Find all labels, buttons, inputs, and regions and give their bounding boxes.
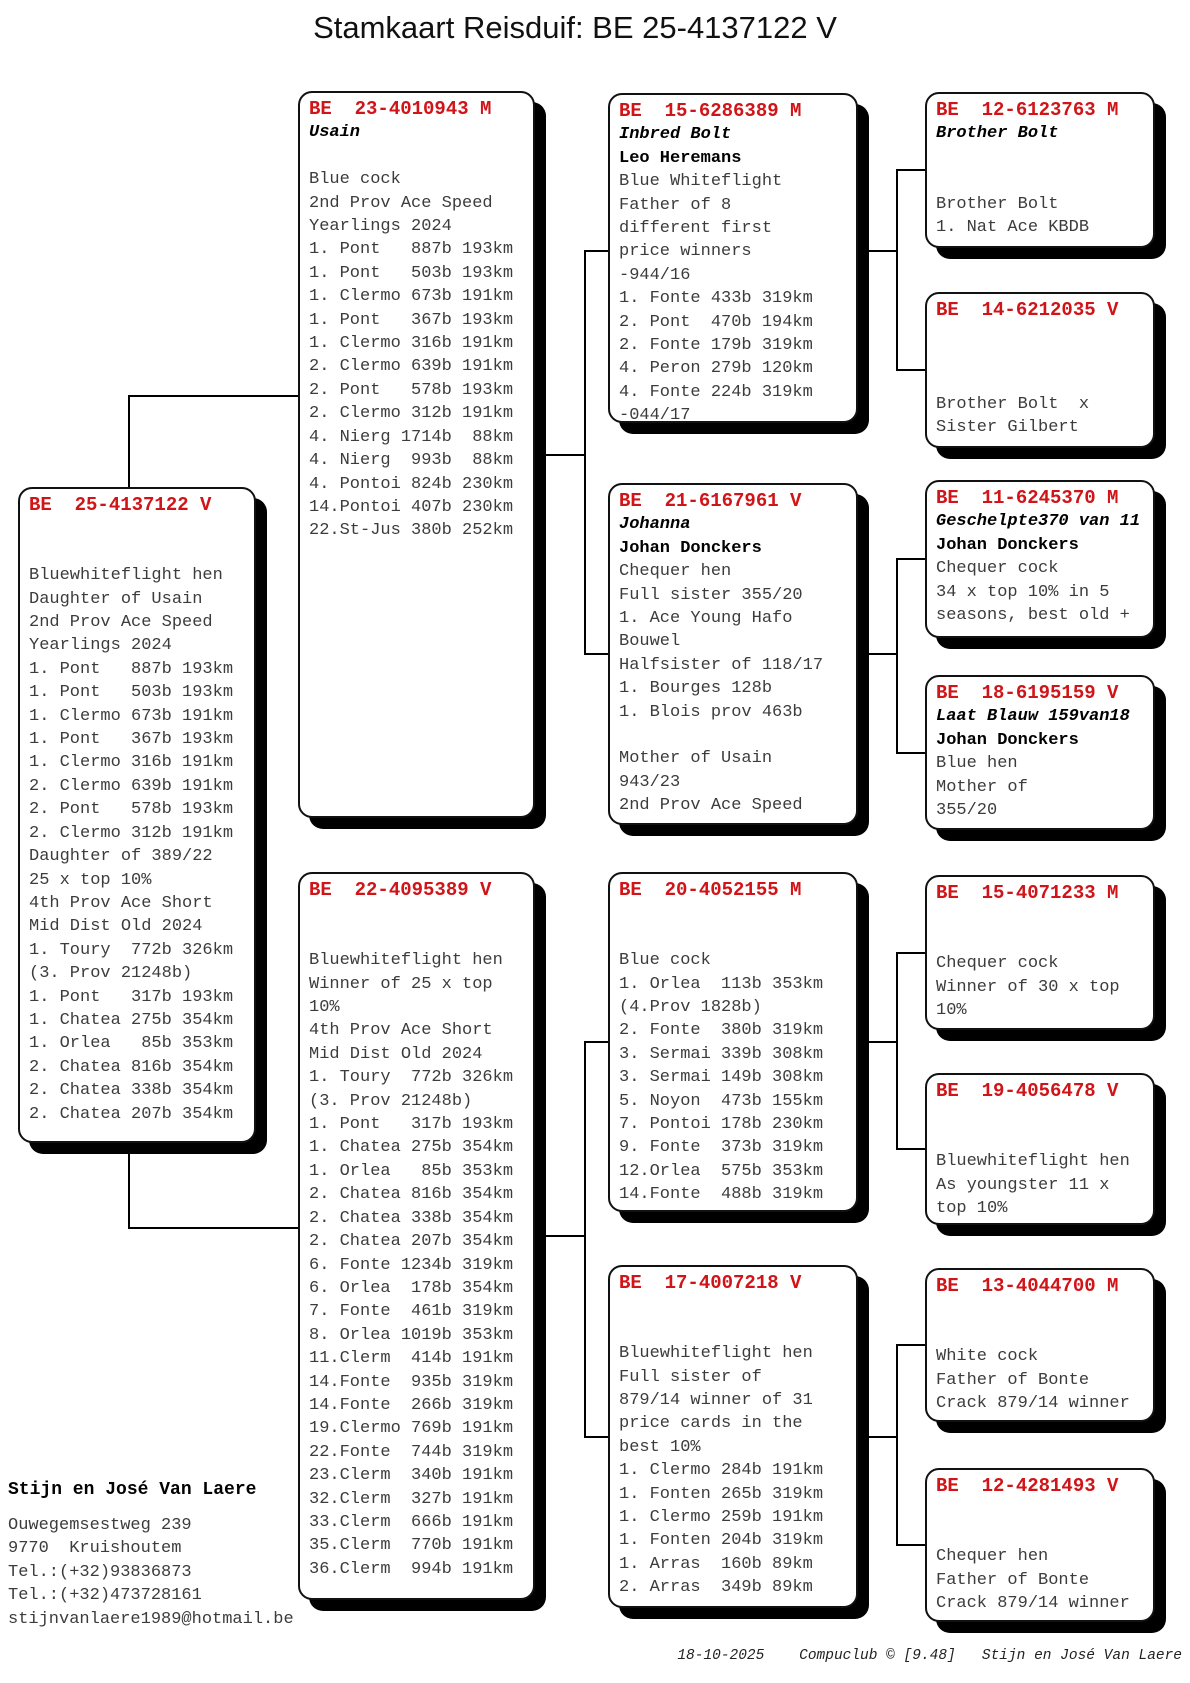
- info-line: 23.Clerm 340b 191km: [309, 1466, 514, 1486]
- pigeon-info: [619, 1295, 847, 1599]
- pedigree-box-great-grandparent-7: [925, 1268, 1155, 1422]
- ring-number: BE 19-4056478 V: [936, 1080, 1119, 1102]
- pedigree-box-great-grandparent-3: [925, 480, 1155, 638]
- info-line: [936, 1498, 1144, 1521]
- info-line: [936, 1127, 1144, 1150]
- ring-number: BE 13-4044700 M: [936, 1275, 1119, 1297]
- info-line: 1. Pont 367b 193km: [309, 310, 514, 330]
- info-line: [309, 145, 524, 168]
- info-line: 14.Fonte 935b 319km: [309, 1372, 514, 1392]
- info-line: 1. Pont 887b 193km: [29, 659, 234, 679]
- info-line: [936, 322, 1144, 345]
- owner-name: Stijn en José Van Laere: [8, 1480, 257, 1500]
- info-line: Blue hen: [936, 754, 1018, 774]
- info-line: 2. Fonte 380b 319km: [619, 1021, 824, 1041]
- breeder-name: Johan Donckers: [936, 730, 1079, 750]
- pigeon-info: [309, 902, 524, 1581]
- info-line: 19.Clermo 769b 191km: [309, 1419, 514, 1439]
- pedigree-box-grandmother-maternal: [608, 1265, 858, 1608]
- info-line: 4. Fonte 224b 319km: [619, 382, 813, 402]
- info-line: (3. Prov 21248b): [29, 964, 193, 984]
- info-line: top 10%: [936, 1199, 1008, 1219]
- info-line: 5. Noyon 473b 155km: [619, 1091, 824, 1111]
- connector-line: [896, 169, 898, 371]
- info-line: 35.Clerm 770b 191km: [309, 1536, 514, 1556]
- info-line: 36.Clerm 994b 191km: [309, 1559, 514, 1579]
- ring-number: BE 18-6195159 V: [936, 682, 1119, 704]
- info-line: Crack 879/14 winner: [936, 1594, 1130, 1614]
- info-line: 2. Chatea 816b 354km: [29, 1057, 234, 1077]
- info-line: Brother Bolt: [936, 194, 1059, 214]
- info-line: Mid Dist Old 2024: [309, 1044, 483, 1064]
- info-line: 2. Clermo 312b 191km: [29, 823, 234, 843]
- info-line: 4. Peron 279b 120km: [619, 359, 813, 379]
- info-line: [936, 346, 1144, 369]
- pigeon-info: [936, 510, 1144, 627]
- info-line: Bluewhiteflight hen: [619, 1344, 813, 1364]
- info-line: 1. Nat Ace KBDB: [936, 218, 1090, 238]
- info-line: White cock: [936, 1347, 1039, 1367]
- info-line: (4.Prov 1828b): [619, 998, 762, 1018]
- ring-number: BE 15-6286389 M: [619, 100, 802, 122]
- owner-address-street: Ouwegemsestweg 239: [8, 1516, 192, 1535]
- connector-line: [584, 1041, 586, 1438]
- info-line: 2. Clermo 312b 191km: [309, 404, 514, 424]
- pedigree-box-great-grandparent-4: [925, 675, 1155, 830]
- pigeon-info: [936, 122, 1144, 239]
- info-line: Brother Bolt x: [936, 394, 1090, 414]
- info-line: (3. Prov 21248b): [309, 1091, 473, 1111]
- info-line: 355/20: [936, 801, 998, 821]
- info-line: 943/23: [619, 772, 681, 792]
- connector-line: [858, 250, 898, 252]
- info-line: 1. Arras 160b 89km: [619, 1554, 813, 1574]
- info-line: Bouwel: [619, 632, 681, 652]
- connector-line: [858, 1436, 898, 1438]
- info-line: 1. Chatea 275b 354km: [309, 1138, 514, 1158]
- info-line: Mid Dist Old 2024: [29, 917, 203, 937]
- info-line: 25 x top 10%: [29, 870, 152, 890]
- pigeon-info: [619, 902, 847, 1206]
- ring-number: BE 25-4137122 V: [29, 494, 212, 516]
- info-line: price winners: [619, 242, 752, 262]
- info-line: 2. Chatea 338b 354km: [29, 1081, 234, 1101]
- info-line: 1. Fonten 204b 319km: [619, 1531, 824, 1551]
- info-line: Father of 8: [619, 195, 732, 215]
- info-line: Blue Whiteflight: [619, 172, 783, 192]
- info-line: 2. Arras 349b 89km: [619, 1578, 813, 1598]
- info-line: Crack 879/14 winner: [936, 1394, 1130, 1414]
- pigeon-info: [936, 322, 1144, 439]
- info-line: Father of Bonte: [936, 1370, 1090, 1390]
- pedigree-box-great-grandparent-2: [925, 292, 1155, 448]
- connector-line: [896, 369, 925, 371]
- info-line: 34 x top 10% in 5: [936, 582, 1110, 602]
- info-line: Bluewhiteflight hen: [309, 951, 503, 971]
- info-line: Blue cock: [619, 951, 711, 971]
- pigeon-info: [619, 513, 847, 817]
- connector-line: [128, 1143, 130, 1229]
- info-line: Full sister of: [619, 1367, 762, 1387]
- info-line: best 10%: [619, 1437, 701, 1457]
- info-line: 2nd Prov Ace Speed: [309, 193, 493, 213]
- info-line: 2. Chatea 338b 354km: [309, 1208, 514, 1228]
- ring-number: BE 15-4071233 M: [936, 882, 1119, 904]
- info-line: [936, 146, 1144, 169]
- connector-line: [535, 1235, 585, 1237]
- info-line: 7. Fonte 461b 319km: [309, 1302, 514, 1322]
- info-line: [936, 1322, 1144, 1345]
- info-line: 2. Chatea 207b 354km: [29, 1104, 234, 1124]
- info-line: Chequer cock: [936, 954, 1059, 974]
- info-line: price cards in the: [619, 1414, 803, 1434]
- info-line: Chequer hen: [619, 562, 732, 582]
- info-line: 6. Fonte 1234b 319km: [309, 1255, 514, 1275]
- info-line: 1. Clermo 259b 191km: [619, 1508, 824, 1528]
- info-line: 14.Fonte 488b 319km: [619, 1185, 824, 1205]
- info-line: 1. Clermo 316b 191km: [309, 334, 514, 354]
- pigeon-info: [936, 1498, 1144, 1615]
- info-line: [309, 926, 524, 949]
- info-line: [619, 902, 847, 925]
- info-line: 1. Orlea 85b 353km: [309, 1161, 514, 1181]
- info-line: 4. Nierg 993b 88km: [309, 451, 514, 471]
- info-line: 3. Sermai 149b 308km: [619, 1068, 824, 1088]
- info-line: Sister Gilbert: [936, 418, 1079, 438]
- info-line: [936, 169, 1144, 192]
- info-line: [936, 1522, 1144, 1545]
- info-line: Mother of: [936, 777, 1028, 797]
- pedigree-box-great-grandparent-8: [925, 1468, 1155, 1622]
- info-line: 1. Ace Young Hafo: [619, 609, 793, 629]
- info-line: 1. Pont 503b 193km: [29, 683, 234, 703]
- pigeon-name: Brother Bolt: [936, 124, 1059, 144]
- info-line: Blue cock: [309, 170, 401, 190]
- pigeon-name: Laat Blauw 159van18: [936, 707, 1130, 727]
- info-line: 22.St-Jus 380b 252km: [309, 521, 514, 541]
- info-line: 4. Pontoi 824b 230km: [309, 474, 514, 494]
- info-line: [936, 1298, 1144, 1321]
- info-line: [619, 724, 847, 747]
- pigeon-name: Geschelpte370 van 11: [936, 512, 1141, 532]
- info-line: 10%: [936, 1001, 967, 1021]
- ring-number: BE 12-4281493 V: [936, 1475, 1119, 1497]
- info-line: 1. Clermo 673b 191km: [29, 706, 234, 726]
- info-line: Yearlings 2024: [309, 217, 452, 237]
- info-line: 2nd Prov Ace Speed: [29, 613, 213, 633]
- info-line: Yearlings 2024: [29, 636, 172, 656]
- ring-number: BE 22-4095389 V: [309, 879, 492, 901]
- connector-line: [128, 1227, 298, 1229]
- info-line: 2. Clermo 639b 191km: [29, 776, 234, 796]
- info-line: 2. Fonte 179b 319km: [619, 336, 813, 356]
- owner-email: stijnvanlaere1989@hotmail.be: [8, 1609, 294, 1629]
- connector-line: [584, 250, 586, 655]
- info-line: 2nd Prov Ace Speed: [619, 796, 803, 816]
- info-line: [29, 541, 245, 564]
- info-line: [936, 369, 1144, 392]
- connector-line: [535, 454, 585, 456]
- info-line: Bluewhiteflight hen: [936, 1152, 1130, 1172]
- info-line: 1. Chatea 275b 354km: [29, 1010, 234, 1030]
- connector-line: [896, 1148, 925, 1150]
- info-line: 1. Clermo 316b 191km: [29, 753, 234, 773]
- connector-line: [584, 1436, 608, 1438]
- info-line: 10%: [309, 998, 340, 1018]
- info-line: 4. Nierg 1714b 88km: [309, 427, 514, 447]
- connector-line: [858, 1041, 898, 1043]
- ring-number: BE 21-6167961 V: [619, 490, 802, 512]
- footer-credits: 18-10-2025 Compuclub © [9.48] Stijn en José Van Laere: [677, 1648, 1182, 1664]
- ring-number: BE 12-6123763 M: [936, 99, 1119, 121]
- ring-number: BE 11-6245370 M: [936, 487, 1119, 509]
- connector-line: [584, 1041, 608, 1043]
- info-line: [29, 517, 245, 540]
- connector-line: [896, 952, 898, 1150]
- connector-line: [896, 752, 925, 754]
- info-line: Mother of Usain: [619, 749, 773, 769]
- connector-line: [128, 395, 298, 397]
- connector-line: [896, 1344, 898, 1546]
- info-line: [619, 1319, 847, 1342]
- info-line: -944/16: [619, 265, 691, 285]
- pigeon-info: [309, 121, 524, 542]
- pedigree-box-mother: [298, 872, 535, 1600]
- page-title: Stamkaart Reisduif: BE 25-4137122 V: [313, 10, 837, 45]
- connector-line: [896, 558, 898, 754]
- breeder-name: Leo Heremans: [619, 148, 742, 168]
- info-line: 9. Fonte 373b 319km: [619, 1138, 824, 1158]
- connector-line: [896, 1544, 925, 1546]
- pigeon-info: [936, 905, 1144, 1022]
- info-line: different first: [619, 219, 773, 239]
- info-line: 14.Pontoi 407b 230km: [309, 497, 514, 517]
- info-line: 1. Clermo 673b 191km: [309, 287, 514, 307]
- connector-line: [584, 653, 608, 655]
- pedigree-box-grandfather-paternal: [608, 93, 858, 423]
- pigeon-info: [936, 1103, 1144, 1220]
- info-line: [619, 926, 847, 949]
- pedigree-box-grandmother-paternal: [608, 483, 858, 825]
- ring-number: BE 17-4007218 V: [619, 1272, 802, 1294]
- breeder-name: Johan Donckers: [936, 535, 1079, 555]
- info-line: 1. Clermo 284b 191km: [619, 1461, 824, 1481]
- info-line: 1. Fonten 265b 319km: [619, 1484, 824, 1504]
- info-line: 1. Toury 772b 326km: [29, 940, 234, 960]
- info-line: Full sister 355/20: [619, 585, 803, 605]
- info-line: 1. Pont 503b 193km: [309, 263, 514, 283]
- info-line: [619, 1295, 847, 1318]
- info-line: [936, 1103, 1144, 1126]
- connector-line: [858, 653, 898, 655]
- pigeon-name: Usain: [309, 123, 361, 143]
- info-line: 879/14 winner of 31: [619, 1391, 813, 1411]
- info-line: 1. Pont 317b 193km: [29, 987, 234, 1007]
- info-line: 1. Bourges 128b: [619, 679, 773, 699]
- info-line: seasons, best old +: [936, 606, 1130, 626]
- pigeon-info: [936, 705, 1144, 822]
- info-line: Chequer hen: [936, 1547, 1049, 1567]
- info-line: 11.Clerm 414b 191km: [309, 1349, 514, 1369]
- info-line: 2. Pont 578b 193km: [29, 800, 234, 820]
- info-line: 1. Pont 317b 193km: [309, 1115, 514, 1135]
- info-line: 1. Toury 772b 326km: [309, 1068, 514, 1088]
- info-line: 4th Prov Ace Short: [309, 1021, 493, 1041]
- pigeon-name: Johanna: [619, 515, 691, 535]
- info-line: [309, 902, 524, 925]
- info-line: -044/17: [619, 406, 691, 423]
- info-line: Winner of 30 x top: [936, 977, 1120, 997]
- info-line: 32.Clerm 327b 191km: [309, 1489, 514, 1509]
- info-line: [936, 905, 1144, 928]
- info-line: Halfsister of 118/17: [619, 655, 824, 675]
- info-line: 1. Orlea 113b 353km: [619, 974, 824, 994]
- owner-block: [8, 1478, 294, 1631]
- connector-line: [128, 395, 130, 487]
- pedigree-box-subject: [18, 487, 256, 1143]
- info-line: 1. Blois prov 463b: [619, 702, 803, 722]
- info-line: 2. Chatea 207b 354km: [309, 1232, 514, 1252]
- info-line: 2. Pont 578b 193km: [309, 380, 514, 400]
- owner-address-city: 9770 Kruishoutem: [8, 1539, 182, 1559]
- info-line: 7. Pontoi 178b 230km: [619, 1115, 824, 1135]
- info-line: 6. Orlea 178b 354km: [309, 1278, 514, 1298]
- info-line: Daughter of 389/22: [29, 847, 213, 867]
- info-line: 4th Prov Ace Short: [29, 893, 213, 913]
- connector-line: [896, 169, 925, 171]
- owner-phone-1: Tel.:(+32)93836873: [8, 1562, 192, 1582]
- pigeon-info: [619, 123, 847, 423]
- owner-phone-2: Tel.:(+32)473728161: [8, 1586, 202, 1606]
- info-line: As youngster 11 x: [936, 1175, 1110, 1195]
- pigeon-info: [29, 517, 245, 1126]
- pedigree-box-grandfather-maternal: [608, 872, 858, 1212]
- pedigree-box-great-grandparent-5: [925, 875, 1155, 1030]
- connector-line: [896, 558, 925, 560]
- info-line: Daughter of Usain: [29, 589, 203, 609]
- connector-line: [584, 250, 608, 252]
- pedigree-box-father: [298, 91, 535, 818]
- ring-number: BE 14-6212035 V: [936, 299, 1119, 321]
- breeder-name: Johan Donckers: [619, 538, 762, 558]
- info-line: 8. Orlea 1019b 353km: [309, 1325, 514, 1345]
- pedigree-box-great-grandparent-6: [925, 1073, 1155, 1225]
- info-line: 33.Clerm 666b 191km: [309, 1512, 514, 1532]
- info-line: 12.Orlea 575b 353km: [619, 1161, 824, 1181]
- info-line: 2. Chatea 816b 354km: [309, 1185, 514, 1205]
- info-line: Father of Bonte: [936, 1570, 1090, 1590]
- ring-number: BE 20-4052155 M: [619, 879, 802, 901]
- pedigree-box-great-grandparent-1: [925, 92, 1155, 248]
- connector-line: [896, 1344, 925, 1346]
- info-line: 22.Fonte 744b 319km: [309, 1442, 514, 1462]
- info-line: 1. Fonte 433b 319km: [619, 289, 813, 309]
- info-line: 1. Pont 367b 193km: [29, 730, 234, 750]
- info-line: 1. Orlea 85b 353km: [29, 1034, 234, 1054]
- info-line: Winner of 25 x top: [309, 974, 493, 994]
- info-line: Chequer cock: [936, 559, 1059, 579]
- info-line: 2. Pont 470b 194km: [619, 312, 813, 332]
- info-line: Bluewhiteflight hen: [29, 566, 223, 586]
- info-line: [936, 929, 1144, 952]
- info-line: 14.Fonte 266b 319km: [309, 1395, 514, 1415]
- info-line: 1. Pont 887b 193km: [309, 240, 514, 260]
- connector-line: [896, 952, 925, 954]
- pigeon-info: [936, 1298, 1144, 1415]
- info-line: 2. Clermo 639b 191km: [309, 357, 514, 377]
- ring-number: BE 23-4010943 M: [309, 98, 492, 120]
- info-line: 3. Sermai 339b 308km: [619, 1044, 824, 1064]
- pigeon-name: Inbred Bolt: [619, 125, 732, 145]
